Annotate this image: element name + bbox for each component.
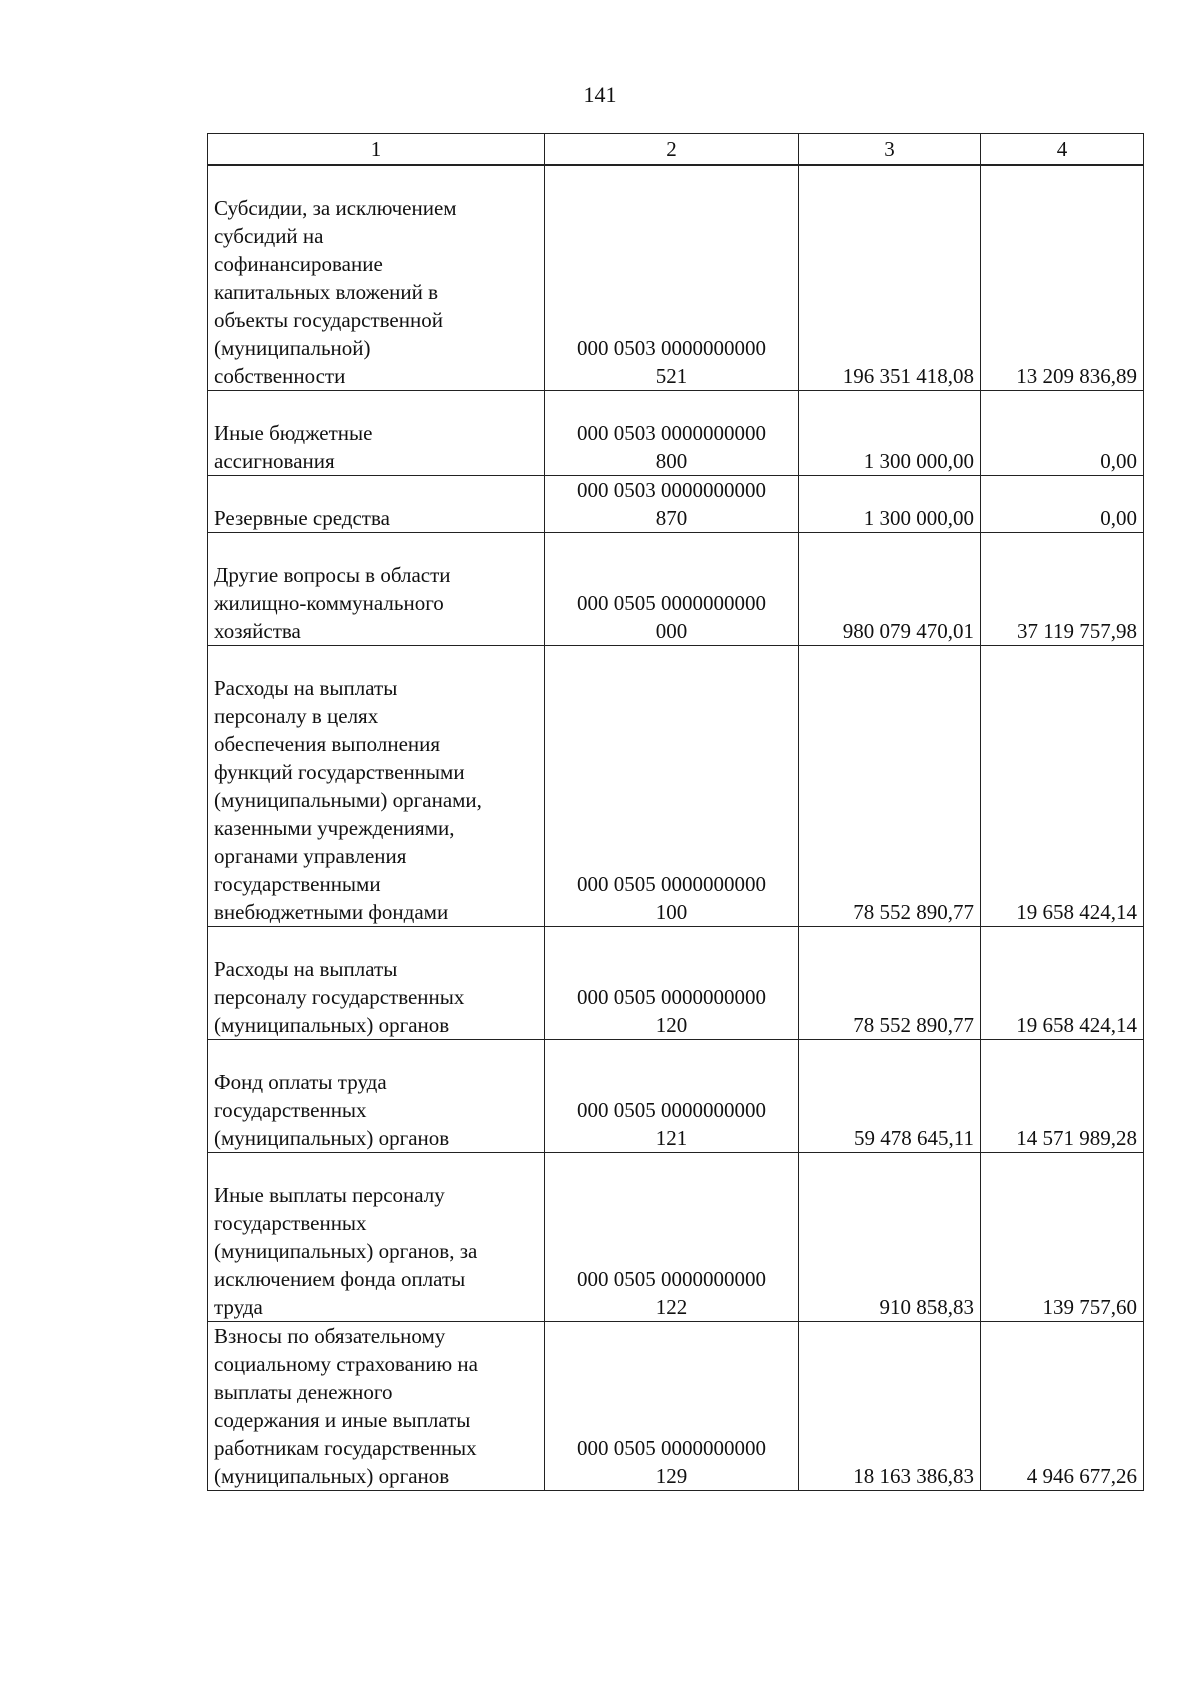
row-spacer — [214, 1040, 538, 1068]
row-value-col3: 18 163 386,83 — [799, 1322, 981, 1491]
row-name — [208, 1322, 545, 1491]
row-name-line: субсидий на — [214, 224, 324, 248]
row-value-col3: 59 478 645,11 — [799, 1040, 981, 1153]
row-code-line: 870 — [655, 506, 688, 530]
row-code — [545, 1153, 799, 1322]
row-name-line: Фонд оплаты труда — [214, 1070, 387, 1094]
row-name-line: капитальных вложений в — [214, 280, 439, 304]
row-value-col3: 78 552 890,77 — [799, 927, 981, 1040]
row-name-line: органами управления — [214, 844, 407, 868]
row-name-line: социальному страхованию на — [214, 1352, 478, 1376]
budget-table — [207, 133, 1144, 1491]
row-code — [545, 165, 799, 391]
row-name-line: выплаты денежного — [214, 1380, 393, 1404]
row-value-col4: 19 658 424,14 — [981, 927, 1144, 1040]
row-code-line: 000 0505 0000000000 — [577, 1098, 766, 1122]
row-name-line: ассигнования — [214, 449, 335, 473]
row-value-col3: 910 858,83 — [799, 1153, 981, 1322]
row-name — [208, 165, 545, 391]
row-code-line: 521 — [655, 364, 688, 388]
row-value-col4: 14 571 989,28 — [981, 1040, 1144, 1153]
row-name — [208, 476, 545, 533]
row-value-col4: 19 658 424,14 — [981, 646, 1144, 927]
column-header-4: 4 — [981, 134, 1144, 166]
row-value-col4: 0,00 — [981, 476, 1144, 533]
row-value-col4: 4 946 677,26 — [981, 1322, 1144, 1491]
row-name-line: жилищно-коммунального — [214, 591, 444, 615]
row-name-line: (муниципальных) органов, за — [214, 1239, 478, 1263]
row-name-line: Расходы на выплаты — [214, 957, 398, 981]
row-code-line: 000 0503 0000000000 — [577, 336, 766, 360]
row-name-line: Другие вопросы в области — [214, 563, 451, 587]
row-spacer — [214, 391, 538, 419]
row-name-line: собственности — [214, 364, 346, 388]
row-name-line: труда — [214, 1295, 263, 1319]
row-name-line: хозяйства — [214, 619, 301, 643]
row-value-col4: 0,00 — [981, 391, 1144, 476]
row-spacer — [214, 927, 538, 955]
row-code-line: 000 — [655, 619, 688, 643]
column-header-2: 2 — [545, 134, 799, 166]
row-name-line: государственных — [214, 1211, 367, 1235]
row-name-line: государственных — [214, 1098, 367, 1122]
row-code-line: 100 — [655, 900, 688, 924]
row-spacer — [214, 646, 538, 674]
row-name-line: (муниципальных) органов — [214, 1464, 450, 1488]
row-name-line: казенными учреждениями, — [214, 816, 455, 840]
row-name — [208, 533, 545, 646]
table-row — [208, 646, 1144, 927]
row-name-line: исключением фонда оплаты — [214, 1267, 466, 1291]
table-row — [208, 927, 1144, 1040]
row-name-line: Иные бюджетные — [214, 421, 373, 445]
row-name-line: объекты государственной — [214, 308, 443, 332]
row-value-col4: 139 757,60 — [981, 1153, 1144, 1322]
table-row — [208, 1153, 1144, 1322]
row-code-line: 800 — [655, 449, 688, 473]
column-header-1: 1 — [208, 134, 545, 166]
row-name — [208, 1153, 545, 1322]
row-name-line: Иные выплаты персоналу — [214, 1183, 445, 1207]
row-name-line: (муниципальных) органов — [214, 1126, 450, 1150]
row-code — [545, 391, 799, 476]
row-code — [545, 646, 799, 927]
row-spacer — [214, 1153, 538, 1181]
table-row — [208, 533, 1144, 646]
row-code-line: 000 0505 0000000000 — [577, 591, 766, 615]
row-value-col4: 37 119 757,98 — [981, 533, 1144, 646]
row-spacer — [214, 166, 538, 194]
row-code-line: 000 0503 0000000000 — [577, 478, 766, 502]
row-name-line: персоналу государственных — [214, 985, 465, 1009]
column-header-3: 3 — [799, 134, 981, 166]
row-code-line: 000 0505 0000000000 — [577, 985, 766, 1009]
row-value-col3: 1 300 000,00 — [799, 391, 981, 476]
row-name — [208, 927, 545, 1040]
row-code-line: 121 — [655, 1126, 688, 1150]
row-value-col3: 196 351 418,08 — [799, 165, 981, 391]
row-code — [545, 927, 799, 1040]
row-code-line: 000 0505 0000000000 — [577, 1436, 766, 1460]
row-name-line: обеспечения выполнения — [214, 732, 441, 756]
table-row — [208, 476, 1144, 533]
table-row — [208, 165, 1144, 391]
table-row — [208, 1040, 1144, 1153]
row-name-line: внебюджетными фондами — [214, 900, 449, 924]
row-value-col3: 78 552 890,77 — [799, 646, 981, 927]
row-name-line: (муниципальных) органов — [214, 1013, 450, 1037]
row-name — [208, 646, 545, 927]
row-name-line: софинансирование — [214, 252, 383, 276]
header-row — [208, 134, 1144, 166]
row-name-line: Взносы по обязательному — [214, 1324, 446, 1348]
row-value-col3: 1 300 000,00 — [799, 476, 981, 533]
table-body — [208, 165, 1144, 1491]
row-code-line: 122 — [655, 1295, 688, 1319]
row-value-col3: 980 079 470,01 — [799, 533, 981, 646]
row-value-col4: 13 209 836,89 — [981, 165, 1144, 391]
row-name-line: содержания и иные выплаты — [214, 1408, 471, 1432]
row-code-line: 120 — [655, 1013, 688, 1037]
table-row — [208, 1322, 1144, 1491]
row-name-line: Расходы на выплаты — [214, 676, 398, 700]
row-spacer — [214, 533, 538, 561]
row-name-line: работникам государственных — [214, 1436, 477, 1460]
row-code-line: 129 — [655, 1464, 688, 1488]
row-name-line: функций государственными — [214, 760, 465, 784]
row-code — [545, 476, 799, 533]
row-name-line: персоналу в целях — [214, 704, 379, 728]
row-code-line: 000 0505 0000000000 — [577, 1267, 766, 1291]
row-code — [545, 1322, 799, 1491]
row-code — [545, 533, 799, 646]
row-name-line: (муниципальной) — [214, 336, 371, 360]
row-name-line: (муниципальными) органами, — [214, 788, 482, 812]
row-name-line: Субсидии, за исключением — [214, 196, 457, 220]
row-code-line: 000 0505 0000000000 — [577, 872, 766, 896]
row-name-line: государственными — [214, 872, 381, 896]
page-number: 141 — [583, 82, 617, 107]
row-code — [545, 1040, 799, 1153]
table-row — [208, 391, 1144, 476]
row-name-line: Резервные средства — [214, 506, 390, 530]
row-name — [208, 391, 545, 476]
row-name — [208, 1040, 545, 1153]
row-code-line: 000 0503 0000000000 — [577, 421, 766, 445]
